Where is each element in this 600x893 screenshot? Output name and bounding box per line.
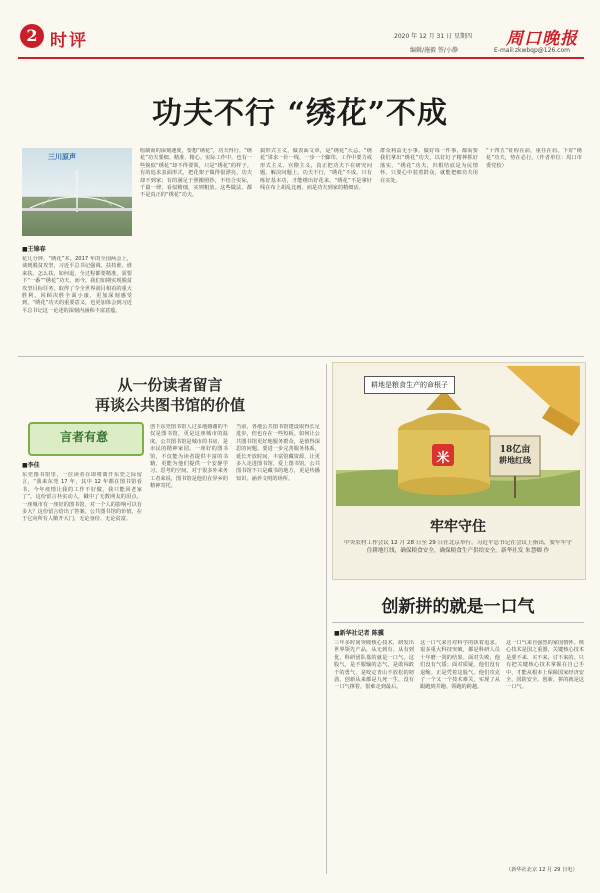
cartoon-title: 牢牢守住 [430, 519, 486, 535]
article2-title-line1: 从一份读者留言 [117, 376, 223, 394]
article2-badge-text: 言者有意 [59, 430, 108, 444]
article1-col3: 搞形式主义，做表面文章，是“绣花”大忌。“绣花”讲求一针一线，一步一个脚印。工作中要力戒形式主义、官僚主义，真正把功夫下在研究问题、解决问题上。功夫不行，“绣花”不成。只有练好基本功，才能绣出好花来。“绣花”不是拿针线在布上胡乱比画，而是功夫到家的精细活。 [260, 148, 372, 192]
column-divider [326, 364, 327, 874]
cartoon-caption-box: 耕地是粮食生产的命根子 [364, 376, 455, 394]
page-number: 2 [26, 26, 38, 45]
article3-headline: 创新拼的就是一口气 [381, 597, 535, 617]
article1-byline: ■王锦春 [22, 246, 46, 253]
bridge-illustration [22, 148, 132, 236]
article1-col2: 绘制而的深刻速度，要想“绣花”，功夫得行。“绣花”功夫要细、精准、精心。实际工作中，也有一些貌似“绣花”却不得要领，只是“绣花”的样子。有的追求表面形式，把花架子做得很漂亮，功夫却不到家；有的满足于照搬照抄，不结合实际，千篇一律，看似精细，实则粗放。这些做法，都不是真正的“绣花”功夫。 [140, 148, 252, 199]
article1-col5: “十四五”征程在前，重任在肩。下好“绣花”功夫，势在必行。（作者单位：周口市委党校） [486, 148, 582, 169]
article3-col3: 这一口气来自强烈的家国情怀。核心技术是国之重器，关键核心技术是要不来、买不来、讨不来的。只有把关键核心技术掌握在自己手中，才能从根本上保障国家经济安全、国防安全。创新，拼的就是这一口气。 [506, 640, 584, 691]
article2-col1: 东莞图书馆里，一位读者在即将离开东莞之际留言，“我来东莞 17 年，其中 12 年都在图书馆看书，今年疫情让我的工作不好做，我只能回老家了”。这份留言朴实动人，戳中了无数网友的泪点。一座城市有一座好的图书馆，对一个人的影响可以有多大？这份留言给出了答案。公共图书馆的价值，在于它向所有人敞开大门，无论身份、无论贫富。 [22, 472, 142, 523]
article1-col4: 群众利益无小事。做好每一件事，都需要我们拿出“绣花”功夫，以钉钉子精神抓好落实。“绣花”功夫，归根结底是为民情怀。只要心中装着群众，就能把细功夫用在实处。 [380, 148, 478, 184]
date-line: 2020 年 12 月 31 日 星期四 [394, 33, 472, 40]
article2-title-line2: 再谈公共图书馆的价值 [94, 396, 245, 414]
cartoon-caption: 中央农村工作会议 12 月 28 日至 29 日在北京举行。习近平总书记在会议上指出，要牢牢守住耕地红线，确保粮食安全，确保粮食生产供给安全。新华社发 朱慧卿 作 [344, 540, 572, 554]
article3-col2: 这一口气来自对科学的执着追求。很多重大科技突破，都是科研人员十年磨一剑的结果。面对失败，他们没有气馁；面对质疑，他们没有退缩。正是凭着这股气，他们攻克了一个又一个技术难关，实现了从跟跑到并跑、领跑的跨越。 [420, 640, 500, 691]
article1-headline: 功夫不行 “绣花”不成 [152, 96, 448, 131]
cartoon-sign-line2: 耕地红线 [499, 455, 531, 465]
article3-rule [332, 622, 584, 623]
header-rule [18, 57, 584, 59]
editors-line: 编辑/施毅 签/小静 [410, 47, 458, 54]
email-line: E-mail:zkwbqp@126.com [494, 47, 570, 54]
cartoon-bin-char: 米 [436, 451, 450, 466]
article2-byline: ■李佳 [22, 462, 40, 469]
paper-name: 周口晚报 [506, 29, 578, 49]
cartoon-sign-line1: 18亿亩 [499, 445, 531, 455]
article2-col3: 当前，各地公共图书馆建设取得长足进步，但也存在一些短板。如何让公共图书馆更好地服务群众，是值得深思的问题。要进一步完善服务体系，延长开放时间，丰富馆藏资源，让更多人走进图书馆、爱上图书馆。公共图书馆不只是藏书的地方，更是传播知识、涵养文明的场所。 [236, 424, 320, 482]
section-name: 时评 [50, 31, 88, 51]
article1-col1: 花几分钟，“绣花”术。2017 年的全国两会上，谈到脱贫攻坚，习近平总书记强调，扶持谁、谁来扶、怎么扶，如何退，全过程都要精准，需要下“一番”“绣花”功夫。而今，我们如期实现脱贫攻坚目标任务，取得了令全世界刮目相看的重大胜利。回顾决胜全面小康，更加深刻感受到，“绣花”功夫的重要意义，也更加体会到习近平总书记这一论述的深刻内涵和丰富意蕴。 [22, 256, 132, 314]
article3-source: （新华社北京 12 月 29 日电） [506, 867, 578, 873]
article1-photo-caption: 三川原声 [48, 153, 76, 161]
article3-col1: 三年多时间突破核心技术，研发出世界领先产品，从无到有、从有到优，科研团队靠的就是一口气。这股气，是不服输的志气，是敢闯敢干的勇气，是咬定青山不放松的韧劲。创新从来都是九死一生，没有一口气撑着，很难走到最后。 [334, 640, 414, 691]
section-divider [18, 356, 584, 357]
article2-col2: 创下东莞图书馆人过多地感谢的不仅是图书馆，更是这座城市的温度。公共图书馆是城市的书房，是市民的精神家园。一座好的图书馆，不仅能为读者提供丰富的书籍，更能为他们提供一个安静学习、思考的空间。对于很多外来务工者来说，图书馆是他们在异乡的精神寄托。 [150, 424, 228, 490]
article1-photo [22, 148, 132, 236]
article3-byline: ■新华社记者 陈骥 [334, 630, 384, 637]
